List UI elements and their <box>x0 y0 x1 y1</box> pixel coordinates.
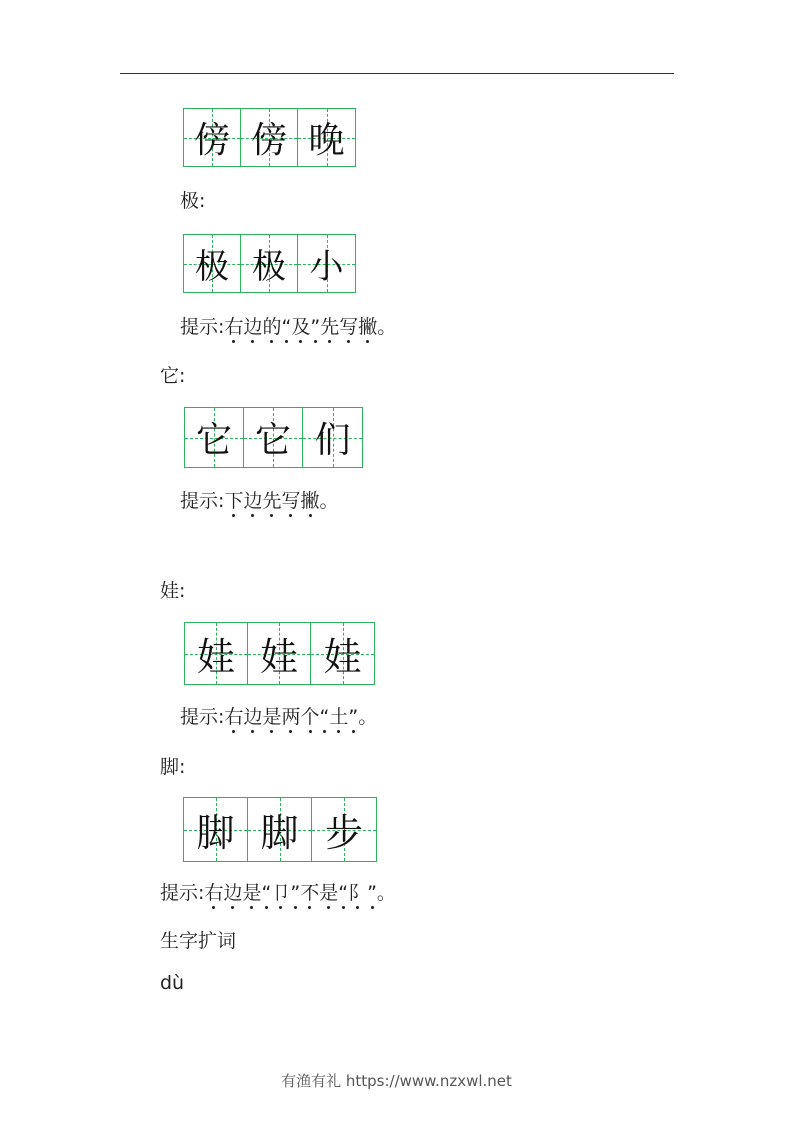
char-grid-2 <box>183 234 356 293</box>
char-cell: 小 <box>298 235 355 292</box>
char-cell: 极 <box>184 235 241 292</box>
char-cell: 脚 <box>248 798 312 861</box>
label-wa: 娃: <box>160 580 186 602</box>
char-cell: 晚 <box>298 109 355 166</box>
char-cell: 傍 <box>184 109 241 166</box>
char-cell: 娃 <box>248 623 311 684</box>
hint-ta: 提示:下边先写撇。 <box>180 490 339 512</box>
pinyin: dù <box>160 972 185 994</box>
char-cell: 它 <box>244 408 303 467</box>
char-cell: 它 <box>185 408 244 467</box>
char-cell: 娃 <box>311 623 374 684</box>
footer-text: 有渔有礼 https://www.nzxwl.net <box>281 1072 512 1090</box>
section-title: 生字扩词 <box>160 930 237 952</box>
char-cell: 娃 <box>185 623 248 684</box>
char-cell: 步 <box>312 798 376 861</box>
label-ji: 极: <box>180 190 206 212</box>
label-jiao: 脚: <box>160 756 186 778</box>
char-grid-5 <box>183 797 377 862</box>
hint-jiao: 提示:右边是“卩”不是“阝”。 <box>160 882 396 904</box>
hint-ji: 提示:右边的“及”先写撇。 <box>180 316 397 338</box>
label-ta: 它: <box>160 365 186 387</box>
char-cell: 脚 <box>184 798 248 861</box>
char-grid-4 <box>184 622 375 685</box>
hint-wa: 提示:右边是两个“土”。 <box>180 706 378 728</box>
char-cell: 极 <box>241 235 298 292</box>
char-grid-3 <box>184 407 363 468</box>
char-cell: 们 <box>303 408 362 467</box>
char-grid-1 <box>183 108 356 167</box>
header-rule <box>120 73 674 74</box>
char-cell: 傍 <box>241 109 298 166</box>
